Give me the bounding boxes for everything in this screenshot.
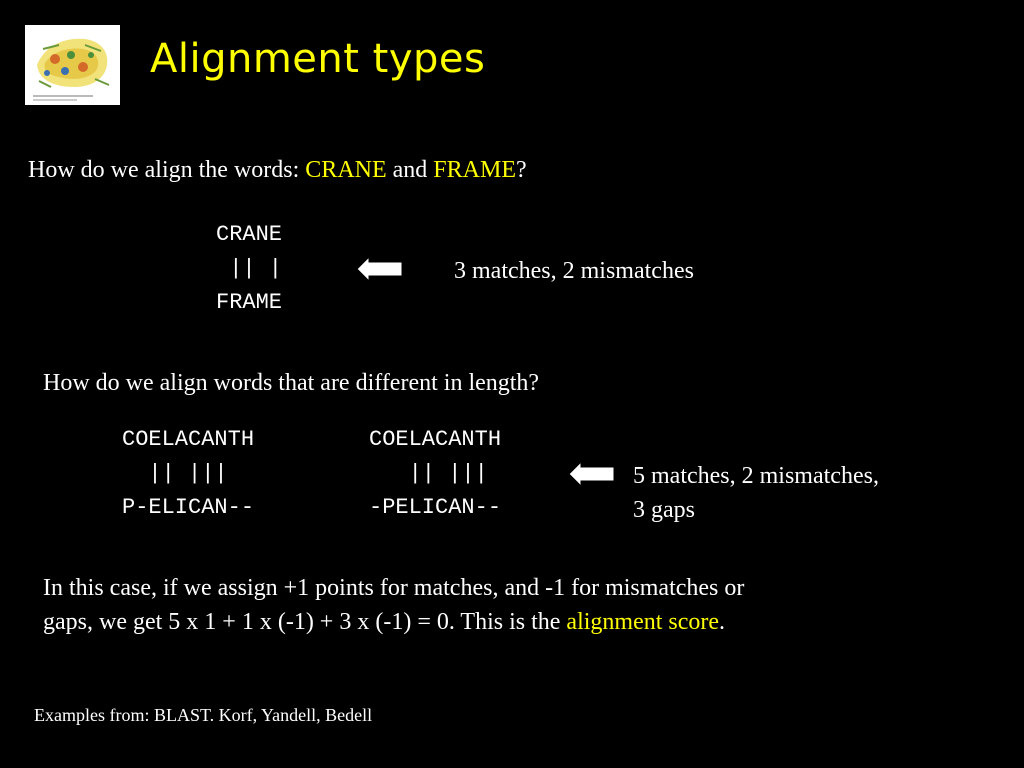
result-line-1: 5 matches, 2 mismatches,	[633, 463, 879, 489]
question-mark: ?	[515, 157, 527, 183]
alignment-bottom-sequence: P-ELICAN--	[122, 495, 255, 520]
question-and: and	[386, 157, 434, 183]
word-crane: CRANE	[305, 157, 387, 183]
alignment-score-term: alignment score	[566, 609, 720, 635]
word-frame: FRAME	[433, 157, 516, 183]
alignment-top-sequence: CRANE	[216, 222, 283, 247]
alignment-top-sequence: COELACANTH	[122, 427, 255, 452]
source-footer: Examples from: BLAST. Korf, Yandell, Bedell	[34, 705, 373, 725]
score-line-2	[43, 605, 744, 639]
alignment-top-sequence: COELACANTH	[369, 427, 502, 452]
alignment-bottom-sequence: FRAME	[216, 290, 283, 315]
alignment-coelacanth-option-1	[122, 423, 254, 525]
score-line-2-text: gaps, we get 5 x 1 + 1 x (-1) + 3 x (-1) = 0. This is the	[43, 609, 567, 635]
figure-illustration	[25, 25, 120, 105]
alignment-coelacanth-option-2	[369, 423, 501, 525]
textbook-figure-thumbnail	[25, 25, 120, 105]
score-line-2-end: .	[719, 609, 726, 635]
alignment-score-paragraph	[43, 571, 744, 639]
score-line-1: In this case, if we assign +1 points for matches, and -1 for mismatches or	[43, 575, 745, 601]
alignment-crane-frame	[216, 218, 282, 320]
question-text: How do we align the words:	[28, 157, 306, 183]
alignment-match-bars: || |	[216, 256, 283, 281]
result-crane-frame: 3 matches, 2 mismatches	[454, 258, 694, 284]
left-arrow-icon	[568, 461, 616, 487]
result-line-2: 3 gaps	[633, 497, 695, 523]
alignment-bottom-sequence: -PELICAN--	[369, 495, 502, 520]
left-arrow-icon	[356, 256, 404, 282]
alignment-match-bars: || |||	[122, 461, 228, 486]
alignment-match-bars: || |||	[369, 461, 488, 486]
result-coelacanth-pelican	[633, 459, 879, 527]
slide-title: Alignment types	[150, 36, 486, 82]
question-different-length: How do we align words that are different in length?	[43, 370, 540, 396]
question-crane-frame	[28, 153, 527, 187]
